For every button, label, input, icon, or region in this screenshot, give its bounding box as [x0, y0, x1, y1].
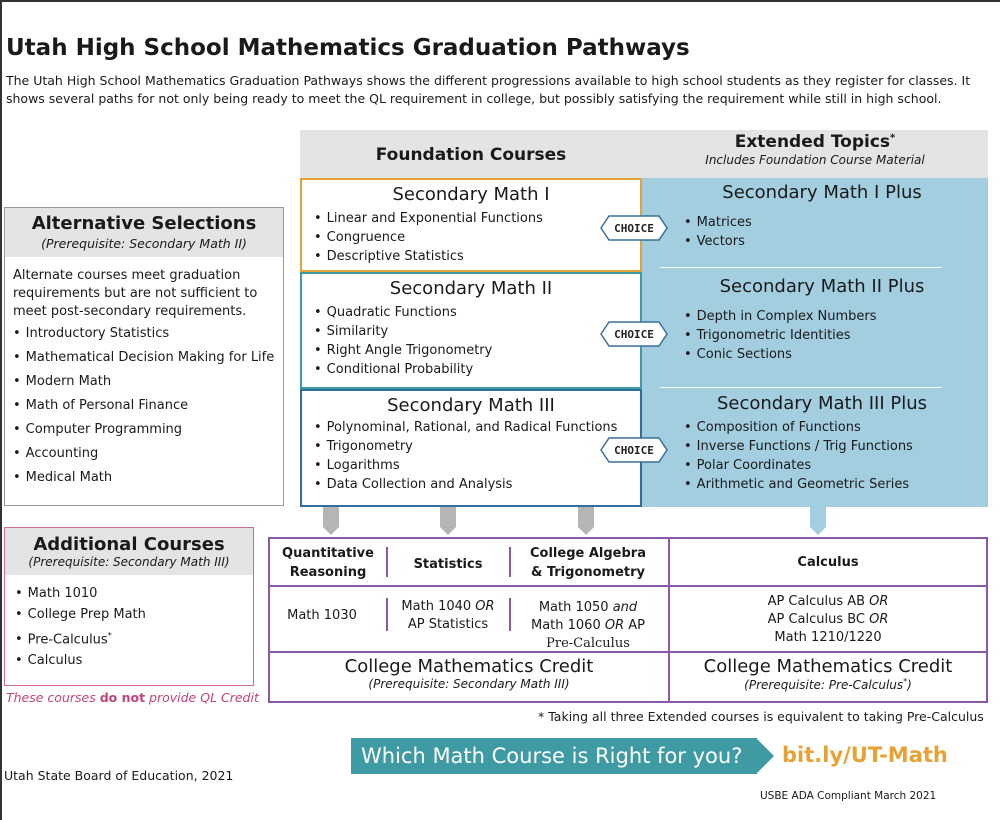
- header-line: & Trigonometry: [530, 565, 646, 580]
- choice-label: CHOICE: [614, 222, 654, 235]
- note-pre: These courses: [6, 690, 100, 705]
- header-line: Quantitative: [282, 546, 374, 561]
- alternative-title: Alternative Selections: [31, 213, 257, 234]
- additional-item: • Math 1010: [15, 583, 253, 604]
- intro-line-1: The Utah High School Mathematics Graduation Pathways shows the different progressions available to high school students as they register for classes. It: [6, 73, 971, 88]
- extended-header-text: Extended Topics: [734, 132, 891, 152]
- topic-item: • Linear and Exponential Functions: [314, 209, 640, 228]
- alternative-list: [13, 325, 275, 487]
- additional-subtitle: (Prerequisite: Secondary Math III): [28, 555, 230, 569]
- table-divider: [270, 585, 986, 587]
- alternative-item: • Math of Personal Finance: [13, 397, 275, 415]
- foundation-card-1: [300, 178, 642, 272]
- header-line: Reasoning: [289, 565, 367, 580]
- value-text: AP: [624, 618, 645, 633]
- header-college-algebra: [510, 544, 666, 582]
- down-arrow-icon: [808, 507, 828, 537]
- value-line: [670, 593, 986, 611]
- value-or: OR: [604, 618, 625, 633]
- header-statistics: Statistics: [413, 557, 483, 572]
- value-or: OR: [475, 599, 495, 614]
- choice-badge: [600, 215, 668, 241]
- intro-text: [6, 72, 996, 108]
- additional-item: • Calculus: [15, 650, 253, 671]
- alternative-subtitle: (Prerequisite: Secondary Math II): [41, 236, 247, 251]
- value-text: AP Calculus AB: [767, 594, 870, 609]
- alternative-desc: Alternate courses meet graduation requirements but are not sufficient to meet post-secondary requirements.: [13, 268, 258, 319]
- credit-left: [270, 656, 668, 691]
- extended-topic-list: [662, 213, 982, 251]
- topic-item: • Trigonometric Identities: [684, 326, 982, 345]
- header-quantitative-reasoning: [270, 544, 386, 582]
- page-title: Utah High School Mathematics Graduation Pathways: [6, 35, 690, 61]
- extended-title: Secondary Math II Plus: [719, 276, 925, 297]
- alternative-item: • Computer Programming: [13, 421, 275, 439]
- topic-item: • Inverse Functions / Trig Functions: [684, 437, 982, 456]
- extended-header-sub: Includes Foundation Course Material: [705, 153, 925, 167]
- note-post: provide QL Credit: [145, 690, 259, 705]
- calculus-value: [670, 593, 986, 647]
- foundation-topic-list: [302, 303, 640, 379]
- value-and: and: [612, 600, 638, 615]
- choice-label: CHOICE: [614, 444, 654, 457]
- statistics-value: [387, 598, 509, 634]
- topic-item: • Quadratic Functions: [314, 303, 640, 322]
- header-line: College Algebra: [530, 546, 646, 561]
- topic-item: • Similarity: [314, 322, 640, 341]
- value-line: Pre-Calculus: [546, 636, 630, 651]
- footer-right: USBE ADA Compliant March 2021: [760, 790, 937, 802]
- alternative-item: • Accounting: [13, 445, 275, 463]
- bitly-link[interactable]: bit.ly/UT-Math: [782, 743, 948, 767]
- down-arrow-icon: [576, 507, 596, 537]
- extended-card-2: [662, 276, 982, 364]
- credit-subtitle: [670, 677, 986, 692]
- value-line: [510, 599, 666, 617]
- additional-item-text: Pre-Calculus: [27, 632, 108, 648]
- extended-title: Secondary Math III Plus: [716, 393, 928, 414]
- extended-header-sup: *: [890, 132, 896, 144]
- header-calculus: Calculus: [797, 555, 859, 570]
- topic-item: • Composition of Functions: [684, 418, 982, 437]
- banner: Which Math Course is Right for you?: [351, 738, 757, 774]
- value-line: [387, 598, 509, 616]
- credit-sub-text: ): [907, 678, 912, 692]
- value-line: [510, 617, 666, 635]
- topic-item: • Congruence: [314, 228, 640, 247]
- choice-label: CHOICE: [614, 328, 654, 341]
- credit-subtitle: (Prerequisite: Secondary Math III): [368, 677, 570, 691]
- extended-header: [642, 132, 988, 167]
- value-line: Math 1210/1220: [774, 630, 882, 645]
- topic-item: • Right Angle Trigonometry: [314, 341, 640, 360]
- topic-item: • Logarithms: [314, 456, 640, 475]
- college-algebra-value: [510, 599, 666, 653]
- choice-badge: [600, 321, 668, 347]
- alternative-selections-card: [4, 207, 284, 506]
- foundation-card-3: [300, 389, 642, 507]
- credit-sub-text: (Prerequisite: Pre-Calculus: [744, 678, 904, 692]
- topic-item: • Conic Sections: [684, 345, 982, 364]
- value-line: AP Statistics: [407, 617, 489, 632]
- value-line: [670, 611, 986, 629]
- footnote: * Taking all three Extended courses is equivalent to taking Pre-Calculus: [538, 709, 984, 724]
- extended-topic-list: [662, 307, 982, 364]
- ql-credit-note: [6, 690, 259, 705]
- foundation-title: Secondary Math III: [387, 395, 555, 416]
- extended-topic-list: [662, 418, 982, 494]
- alternative-body: [5, 257, 283, 487]
- value-text: Math 1050: [538, 600, 613, 615]
- extended-title: Secondary Math I Plus: [722, 182, 922, 203]
- topic-item: • Vectors: [684, 232, 982, 251]
- topic-item: • Descriptive Statistics: [314, 247, 640, 266]
- additional-list: [15, 583, 253, 671]
- topic-item: • Polynominal, Rational, and Radical Functions: [314, 418, 640, 437]
- banner-arrow-icon: [756, 738, 776, 774]
- value-or: OR: [869, 612, 889, 627]
- additional-courses-card: [4, 527, 254, 686]
- additional-body: [5, 583, 253, 671]
- extended-separator: [660, 267, 942, 268]
- value-or: OR: [869, 594, 889, 609]
- additional-item: [15, 625, 253, 650]
- topic-item: • Trigonometry: [314, 437, 640, 456]
- down-arrow-icon: [321, 507, 341, 537]
- value-text: Math 1060: [530, 618, 605, 633]
- intro-line-2: shows several paths for not only being ready to meet the QL requirement in college, but possibly satisfying the requirement while still in high school.: [6, 91, 942, 106]
- value-text: Math 1040: [401, 599, 476, 614]
- credit-title: College Mathematics Credit: [344, 656, 594, 677]
- foundation-topic-list: [302, 418, 640, 494]
- down-arrow-icon: [438, 507, 458, 537]
- alternative-item: • Modern Math: [13, 373, 275, 391]
- alternative-item: • Introductory Statistics: [13, 325, 275, 343]
- topic-item: • Data Collection and Analysis: [314, 475, 640, 494]
- foundation-title: Secondary Math I: [392, 184, 550, 205]
- qr-value: Math 1030: [287, 608, 357, 623]
- note-bold: do not: [99, 690, 146, 705]
- credit-title: College Mathematics Credit: [703, 656, 953, 677]
- extended-header-title: [642, 132, 988, 152]
- alternative-item: • Medical Math: [13, 469, 275, 487]
- topic-item: • Matrices: [684, 213, 982, 232]
- footer-left: Utah State Board of Education, 2021: [4, 768, 234, 783]
- foundation-topic-list: [302, 209, 640, 266]
- extended-card-1: [662, 182, 982, 251]
- topic-item: • Arithmetic and Geometric Series: [684, 475, 982, 494]
- foundation-title: Secondary Math II: [389, 278, 553, 299]
- credit-right: [670, 656, 986, 692]
- topic-item: • Polar Coordinates: [684, 456, 982, 475]
- foundation-card-2: [300, 272, 642, 389]
- precalc-sup: *: [107, 631, 112, 640]
- value-text: AP Calculus BC: [767, 612, 870, 627]
- extended-separator: [660, 387, 942, 388]
- choice-badge: [600, 437, 668, 463]
- foundation-header: Foundation Courses: [375, 145, 567, 165]
- topic-item: • Conditional Probability: [314, 360, 640, 379]
- credit-sub-sup: *: [903, 677, 908, 686]
- additional-item: • College Prep Math: [15, 604, 253, 625]
- extended-card-3: [662, 393, 982, 494]
- additional-title: Additional Courses: [33, 534, 225, 555]
- topic-item: • Depth in Complex Numbers: [684, 307, 982, 326]
- additional-header: [5, 528, 253, 575]
- alternative-header: [5, 208, 283, 257]
- alternative-item: • Mathematical Decision Making for Life: [13, 349, 275, 367]
